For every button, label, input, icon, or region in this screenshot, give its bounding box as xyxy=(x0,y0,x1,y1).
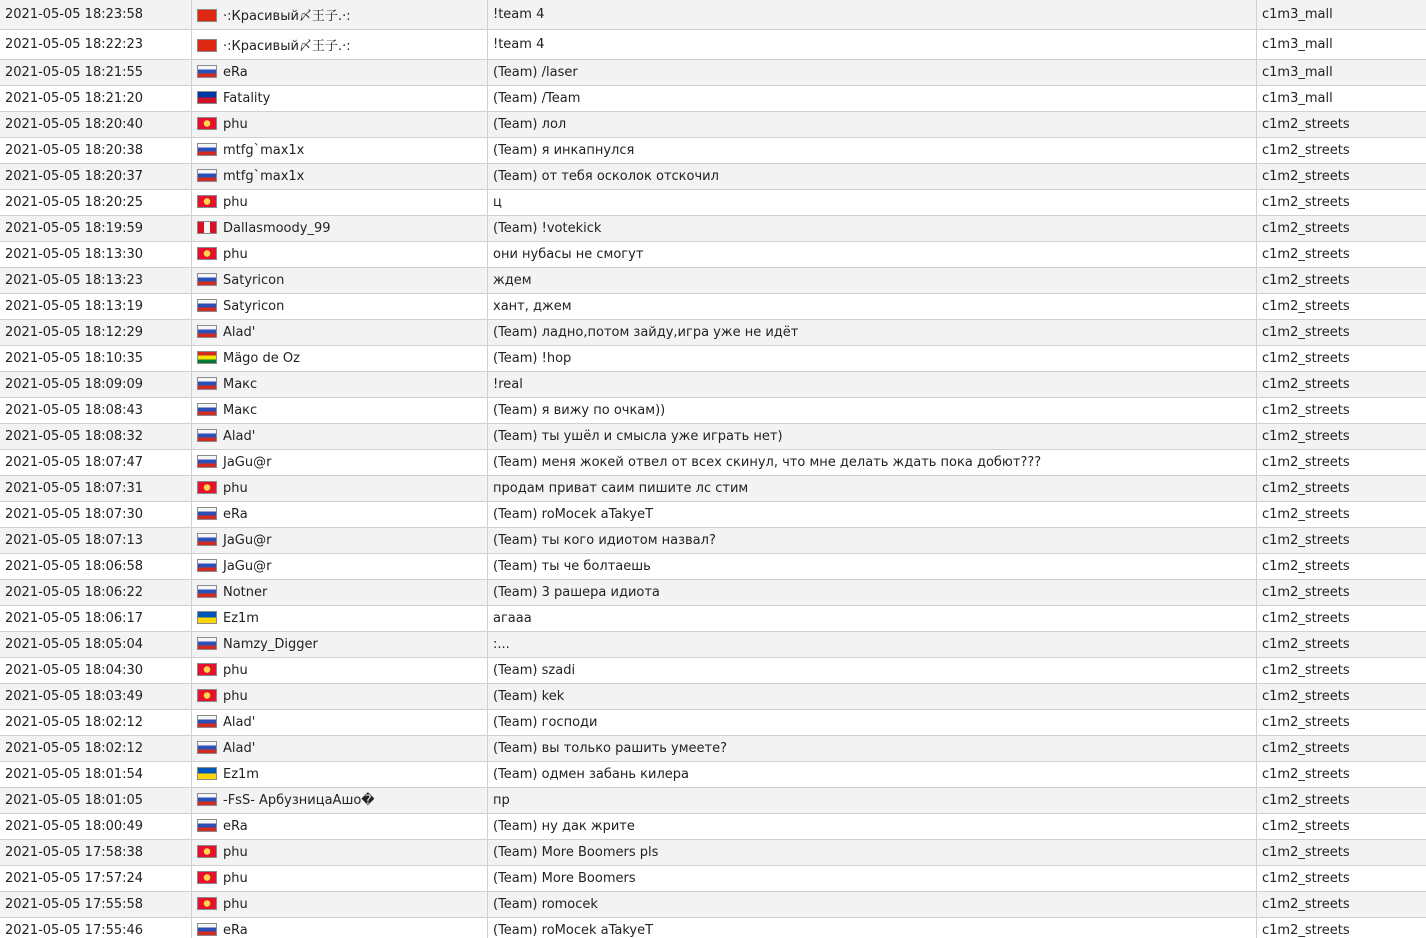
player-name: phu xyxy=(223,481,248,496)
player-name: Макс xyxy=(223,403,258,418)
country-flag-icon xyxy=(197,117,217,130)
map-cell: c1m2_streets xyxy=(1257,450,1426,476)
table-row xyxy=(0,398,1426,424)
message-cell: (Team) 3 рашера идиота xyxy=(488,580,1257,606)
timestamp-cell: 2021-05-05 18:08:32 xyxy=(0,424,192,450)
player-cell xyxy=(192,840,488,866)
table-row xyxy=(0,320,1426,346)
player-cell xyxy=(192,164,488,190)
table-row xyxy=(0,0,1426,30)
map-cell: c1m2_streets xyxy=(1257,320,1426,346)
country-flag-icon xyxy=(197,845,217,858)
player-name: phu xyxy=(223,195,248,210)
table-row xyxy=(0,814,1426,840)
player-name: JaGu@r xyxy=(223,559,272,574)
country-flag-icon xyxy=(197,923,217,936)
map-cell: c1m2_streets xyxy=(1257,554,1426,580)
message-cell: (Team) More Boomers xyxy=(488,866,1257,892)
message-cell: агааа xyxy=(488,606,1257,632)
message-cell: (Team) одмен забань килера xyxy=(488,762,1257,788)
table-row xyxy=(0,528,1426,554)
timestamp-cell: 2021-05-05 18:21:20 xyxy=(0,86,192,112)
player-name: Макс xyxy=(223,377,258,392)
country-flag-icon xyxy=(197,221,217,234)
message-cell: (Team) я инкапнулся xyxy=(488,138,1257,164)
map-cell: c1m2_streets xyxy=(1257,762,1426,788)
map-cell: c1m2_streets xyxy=(1257,918,1426,938)
map-cell: c1m2_streets xyxy=(1257,424,1426,450)
table-row xyxy=(0,86,1426,112)
table-row xyxy=(0,112,1426,138)
player-cell xyxy=(192,346,488,372)
table-row xyxy=(0,684,1426,710)
map-cell: c1m2_streets xyxy=(1257,814,1426,840)
player-cell xyxy=(192,138,488,164)
player-cell xyxy=(192,892,488,918)
player-name: Alad' xyxy=(223,429,256,444)
player-name: mtfg`max1x xyxy=(223,169,305,184)
player-name: Satyricon xyxy=(223,273,285,288)
message-cell: (Team) я вижу по очкам)) xyxy=(488,398,1257,424)
country-flag-icon xyxy=(197,65,217,78)
player-name: phu xyxy=(223,689,248,704)
map-cell: c1m2_streets xyxy=(1257,632,1426,658)
table-row xyxy=(0,866,1426,892)
player-name: Ez1m xyxy=(223,611,259,626)
timestamp-cell: 2021-05-05 17:55:46 xyxy=(0,918,192,938)
country-flag-icon xyxy=(197,715,217,728)
timestamp-cell: 2021-05-05 18:20:38 xyxy=(0,138,192,164)
message-cell: !team 4 xyxy=(488,30,1257,60)
timestamp-cell: 2021-05-05 18:05:04 xyxy=(0,632,192,658)
message-cell: (Team) /laser xyxy=(488,60,1257,86)
country-flag-icon xyxy=(197,611,217,624)
timestamp-cell: 2021-05-05 18:01:05 xyxy=(0,788,192,814)
player-name: Ez1m xyxy=(223,767,259,782)
map-cell: c1m2_streets xyxy=(1257,528,1426,554)
timestamp-cell: 2021-05-05 18:06:58 xyxy=(0,554,192,580)
player-name: Fatality xyxy=(223,91,271,106)
player-cell xyxy=(192,60,488,86)
message-cell: :... xyxy=(488,632,1257,658)
player-name: phu xyxy=(223,897,248,912)
map-cell: c1m2_streets xyxy=(1257,294,1426,320)
timestamp-cell: 2021-05-05 18:07:31 xyxy=(0,476,192,502)
table-row xyxy=(0,294,1426,320)
table-row xyxy=(0,190,1426,216)
map-cell: c1m2_streets xyxy=(1257,242,1426,268)
message-cell: !team 4 xyxy=(488,0,1257,30)
map-cell: c1m2_streets xyxy=(1257,736,1426,762)
message-cell: (Team) господи xyxy=(488,710,1257,736)
player-cell xyxy=(192,86,488,112)
message-cell: (Team) szadi xyxy=(488,658,1257,684)
player-name: phu xyxy=(223,117,248,132)
message-cell: (Team) ты че болтаешь xyxy=(488,554,1257,580)
player-name: JaGu@r xyxy=(223,455,272,470)
timestamp-cell: 2021-05-05 18:19:59 xyxy=(0,216,192,242)
table-row xyxy=(0,476,1426,502)
map-cell: c1m3_mall xyxy=(1257,60,1426,86)
country-flag-icon xyxy=(197,299,217,312)
player-cell xyxy=(192,424,488,450)
player-cell xyxy=(192,476,488,502)
table-row xyxy=(0,60,1426,86)
player-cell xyxy=(192,216,488,242)
table-row xyxy=(0,346,1426,372)
table-row xyxy=(0,216,1426,242)
player-cell xyxy=(192,554,488,580)
player-cell xyxy=(192,528,488,554)
player-name: eRa xyxy=(223,65,248,80)
player-cell xyxy=(192,710,488,736)
timestamp-cell: 2021-05-05 18:01:54 xyxy=(0,762,192,788)
player-name: Namzy_Digger xyxy=(223,637,318,652)
country-flag-icon xyxy=(197,169,217,182)
player-name: Dallasmoody_99 xyxy=(223,221,331,236)
table-row xyxy=(0,30,1426,60)
table-row xyxy=(0,658,1426,684)
player-name: phu xyxy=(223,871,248,886)
map-cell: c1m2_streets xyxy=(1257,372,1426,398)
timestamp-cell: 2021-05-05 18:12:29 xyxy=(0,320,192,346)
table-row xyxy=(0,918,1426,938)
player-cell xyxy=(192,0,488,30)
table-row xyxy=(0,580,1426,606)
map-cell: c1m2_streets xyxy=(1257,398,1426,424)
country-flag-icon xyxy=(197,767,217,780)
country-flag-icon xyxy=(197,143,217,156)
table-row xyxy=(0,892,1426,918)
timestamp-cell: 2021-05-05 18:07:30 xyxy=(0,502,192,528)
message-cell: !real xyxy=(488,372,1257,398)
player-cell xyxy=(192,658,488,684)
country-flag-icon xyxy=(197,455,217,468)
message-cell: (Team) !hop xyxy=(488,346,1257,372)
timestamp-cell: 2021-05-05 18:21:55 xyxy=(0,60,192,86)
message-cell: ждем xyxy=(488,268,1257,294)
message-cell: (Team) ты кого идиотом назвал? xyxy=(488,528,1257,554)
map-cell: c1m2_streets xyxy=(1257,346,1426,372)
timestamp-cell: 2021-05-05 18:13:19 xyxy=(0,294,192,320)
player-cell xyxy=(192,112,488,138)
timestamp-cell: 2021-05-05 18:10:35 xyxy=(0,346,192,372)
map-cell: c1m2_streets xyxy=(1257,892,1426,918)
table-row xyxy=(0,606,1426,632)
country-flag-icon xyxy=(197,429,217,442)
timestamp-cell: 2021-05-05 18:23:58 xyxy=(0,0,192,30)
player-name: Mägo de Oz xyxy=(223,351,300,366)
country-flag-icon xyxy=(197,273,217,286)
player-cell xyxy=(192,866,488,892)
table-row xyxy=(0,372,1426,398)
timestamp-cell: 2021-05-05 18:13:30 xyxy=(0,242,192,268)
table-row xyxy=(0,502,1426,528)
country-flag-icon xyxy=(197,637,217,650)
map-cell: c1m2_streets xyxy=(1257,580,1426,606)
timestamp-cell: 2021-05-05 18:20:40 xyxy=(0,112,192,138)
timestamp-cell: 2021-05-05 18:07:47 xyxy=(0,450,192,476)
map-cell: c1m2_streets xyxy=(1257,710,1426,736)
table-row xyxy=(0,632,1426,658)
player-cell xyxy=(192,814,488,840)
timestamp-cell: 2021-05-05 18:13:23 xyxy=(0,268,192,294)
map-cell: c1m2_streets xyxy=(1257,502,1426,528)
map-cell: c1m2_streets xyxy=(1257,658,1426,684)
table-row xyxy=(0,840,1426,866)
table-row xyxy=(0,554,1426,580)
player-name: Notner xyxy=(223,585,268,600)
table-row xyxy=(0,242,1426,268)
player-cell xyxy=(192,788,488,814)
table-row xyxy=(0,164,1426,190)
map-cell: c1m2_streets xyxy=(1257,268,1426,294)
message-cell: (Team) вы только рашить умеете? xyxy=(488,736,1257,762)
table-row xyxy=(0,788,1426,814)
map-cell: c1m2_streets xyxy=(1257,476,1426,502)
player-name: Alad' xyxy=(223,715,256,730)
map-cell: c1m2_streets xyxy=(1257,866,1426,892)
timestamp-cell: 2021-05-05 18:02:12 xyxy=(0,710,192,736)
player-cell xyxy=(192,372,488,398)
timestamp-cell: 2021-05-05 17:55:58 xyxy=(0,892,192,918)
message-cell: хант, джем xyxy=(488,294,1257,320)
table-row xyxy=(0,268,1426,294)
map-cell: c1m2_streets xyxy=(1257,190,1426,216)
player-cell xyxy=(192,580,488,606)
player-cell xyxy=(192,294,488,320)
table-row xyxy=(0,710,1426,736)
timestamp-cell: 2021-05-05 18:20:37 xyxy=(0,164,192,190)
player-cell xyxy=(192,190,488,216)
country-flag-icon xyxy=(197,247,217,260)
player-name: Alad' xyxy=(223,325,256,340)
timestamp-cell: 2021-05-05 18:22:23 xyxy=(0,30,192,60)
player-cell xyxy=(192,30,488,60)
table-row xyxy=(0,736,1426,762)
player-name: -FsS- АрбузницаАшо� xyxy=(223,793,375,808)
player-cell xyxy=(192,606,488,632)
player-name: phu xyxy=(223,663,248,678)
map-cell: c1m2_streets xyxy=(1257,164,1426,190)
player-cell xyxy=(192,450,488,476)
country-flag-icon xyxy=(197,585,217,598)
country-flag-icon xyxy=(197,819,217,832)
country-flag-icon xyxy=(197,377,217,390)
player-cell xyxy=(192,736,488,762)
message-cell: пр xyxy=(488,788,1257,814)
map-cell: c1m3_mall xyxy=(1257,0,1426,30)
country-flag-icon xyxy=(197,871,217,884)
timestamp-cell: 2021-05-05 18:20:25 xyxy=(0,190,192,216)
country-flag-icon xyxy=(197,9,217,22)
map-cell: c1m2_streets xyxy=(1257,216,1426,242)
player-cell xyxy=(192,762,488,788)
timestamp-cell: 2021-05-05 18:09:09 xyxy=(0,372,192,398)
country-flag-icon xyxy=(197,663,217,676)
country-flag-icon xyxy=(197,533,217,546)
player-cell xyxy=(192,502,488,528)
player-cell xyxy=(192,632,488,658)
map-cell: c1m2_streets xyxy=(1257,112,1426,138)
message-cell: (Team) romocek xyxy=(488,892,1257,918)
message-cell: (Team) !votekick xyxy=(488,216,1257,242)
country-flag-icon xyxy=(197,403,217,416)
timestamp-cell: 2021-05-05 18:00:49 xyxy=(0,814,192,840)
message-cell: (Team) ладно,потом зайду,игра уже не идёт xyxy=(488,320,1257,346)
player-name: Satyricon xyxy=(223,299,285,314)
player-cell xyxy=(192,242,488,268)
timestamp-cell: 2021-05-05 18:04:30 xyxy=(0,658,192,684)
message-cell: они нубасы не смогут xyxy=(488,242,1257,268)
timestamp-cell: 2021-05-05 17:57:24 xyxy=(0,866,192,892)
player-cell xyxy=(192,918,488,938)
player-cell xyxy=(192,268,488,294)
map-cell: c1m2_streets xyxy=(1257,788,1426,814)
message-cell: (Team) лол xyxy=(488,112,1257,138)
country-flag-icon xyxy=(197,689,217,702)
map-cell: c1m2_streets xyxy=(1257,840,1426,866)
timestamp-cell: 2021-05-05 18:02:12 xyxy=(0,736,192,762)
map-cell: c1m2_streets xyxy=(1257,684,1426,710)
message-cell: (Team) меня жокей отвел от всех скинул, что мне делать ждать пока добют??? xyxy=(488,450,1257,476)
country-flag-icon xyxy=(197,481,217,494)
country-flag-icon xyxy=(197,741,217,754)
player-name: JaGu@r xyxy=(223,533,272,548)
message-cell: (Team) ну дак жрите xyxy=(488,814,1257,840)
player-cell xyxy=(192,684,488,710)
timestamp-cell: 2021-05-05 18:03:49 xyxy=(0,684,192,710)
country-flag-icon xyxy=(197,351,217,364)
message-cell: (Team) kek xyxy=(488,684,1257,710)
map-cell: c1m3_mall xyxy=(1257,86,1426,112)
player-name: eRa xyxy=(223,819,248,834)
message-cell: (Team) /Team xyxy=(488,86,1257,112)
player-name: Alad' xyxy=(223,741,256,756)
player-name: phu xyxy=(223,247,248,262)
message-cell: (Team) ты ушёл и смысла уже играть нет) xyxy=(488,424,1257,450)
timestamp-cell: 2021-05-05 18:08:43 xyxy=(0,398,192,424)
country-flag-icon xyxy=(197,91,217,104)
message-cell: (Team) roMocek aTakyeT xyxy=(488,918,1257,938)
message-cell: (Team) roMocek aTakyeT xyxy=(488,502,1257,528)
message-cell: ц xyxy=(488,190,1257,216)
player-name: phu xyxy=(223,845,248,860)
country-flag-icon xyxy=(197,195,217,208)
country-flag-icon xyxy=(197,559,217,572)
timestamp-cell: 2021-05-05 17:58:38 xyxy=(0,840,192,866)
table-row xyxy=(0,138,1426,164)
player-name: eRa xyxy=(223,923,248,938)
player-cell xyxy=(192,320,488,346)
message-cell: (Team) More Boomers pls xyxy=(488,840,1257,866)
player-name: ·:Красивый〆王子.·: xyxy=(223,9,351,24)
country-flag-icon xyxy=(197,793,217,806)
country-flag-icon xyxy=(197,325,217,338)
message-cell: (Team) от тебя осколок отскочил xyxy=(488,164,1257,190)
country-flag-icon xyxy=(197,507,217,520)
timestamp-cell: 2021-05-05 18:06:22 xyxy=(0,580,192,606)
table-row xyxy=(0,450,1426,476)
player-name: mtfg`max1x xyxy=(223,143,305,158)
player-cell xyxy=(192,398,488,424)
timestamp-cell: 2021-05-05 18:07:13 xyxy=(0,528,192,554)
player-name: eRa xyxy=(223,507,248,522)
map-cell: c1m2_streets xyxy=(1257,138,1426,164)
map-cell: c1m3_mall xyxy=(1257,30,1426,60)
table-row xyxy=(0,762,1426,788)
map-cell: c1m2_streets xyxy=(1257,606,1426,632)
country-flag-icon xyxy=(197,39,217,52)
timestamp-cell: 2021-05-05 18:06:17 xyxy=(0,606,192,632)
message-cell: продам приват саим пишите лс стим xyxy=(488,476,1257,502)
player-name: ·:Красивый〆王子.·: xyxy=(223,39,351,54)
country-flag-icon xyxy=(197,897,217,910)
table-row xyxy=(0,424,1426,450)
